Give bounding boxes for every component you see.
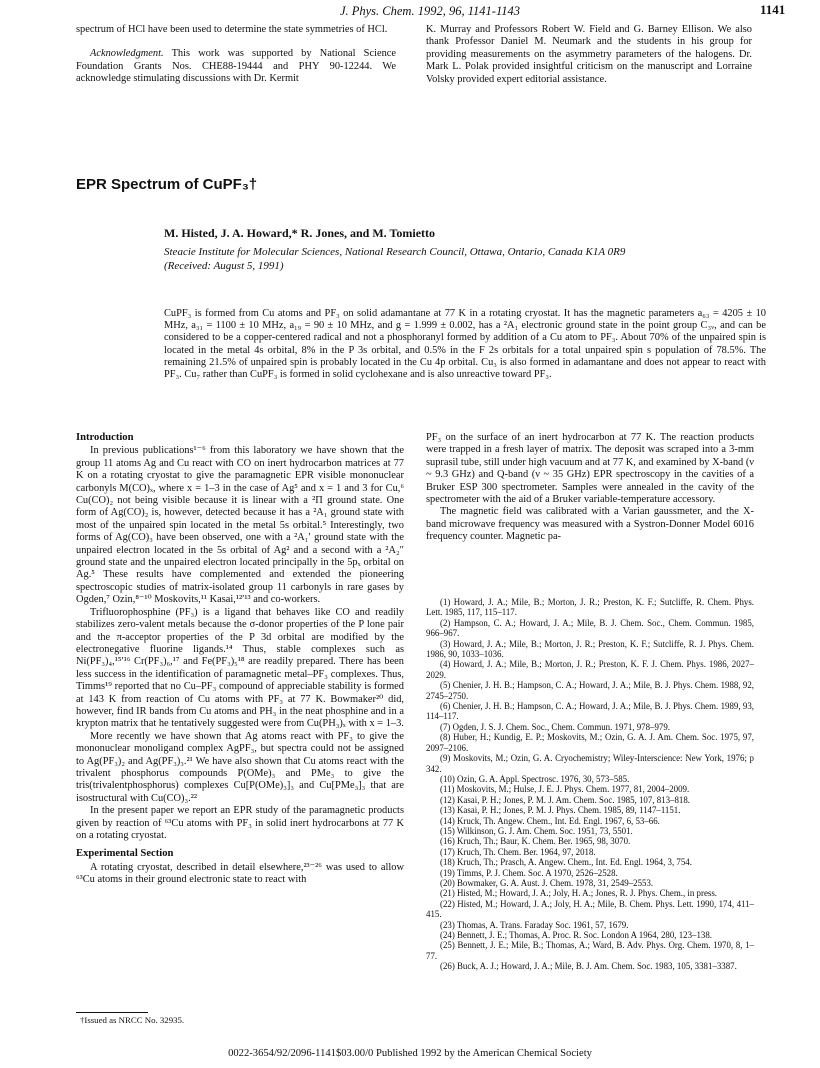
acknowledgment-paragraph: [76, 48, 396, 85]
reference-item: (22) Histed, M.; Howard, J. A.; Joly, H. A.; Mile, B. Chem. Phys. Lett. 1990, 174, 411–415.: [426, 898, 754, 920]
reference-item: (18) Kruch, Th.; Prasch, A. Angew. Chem., Int. Ed. Engl. 1964, 3, 754.: [440, 857, 692, 868]
reference-item: (1) Howard, J. A.; Mile, B.; Morton, J. R.; Preston, K. F.; Sutcliffe, R. Chem. Phys. Lett. 1985, 117, 115–117.: [426, 597, 754, 618]
reference-item: (24) Bennett, J. E.; Thomas, A. Proc. R. Soc. London A 1964, 280, 123–138.: [440, 930, 712, 940]
references-list: [426, 597, 754, 972]
reference-item: (6) Chenier, J. H. B.; Hampson, C. A.; Howard, J. A.; Mile, B. J. Phys. Chem. 1989, 93, 114–117.: [426, 701, 754, 722]
introduction-heading: Introduction: [76, 432, 134, 443]
reference-item: (20) Bowmaker, G. A. Aust. J. Chem. 1978, 31, 2549–2553.: [440, 877, 654, 888]
article-authors: M. Histed, J. A. Howard,* R. Jones, and M. Tomietto: [164, 226, 436, 240]
reference-item: (8) Huber, H.; Kundig, E. P.; Moskovits, M.; Ozin, G. A. J. Am. Chem. Soc. 1975, 97, 2097–2106.: [426, 732, 754, 753]
reference-item: (7) Ogden, J. S. J. Chem. Soc., Chem. Commun. 1971, 978–979.: [440, 721, 671, 732]
intro-paragraph-2: Trifluorophosphine (PF₃) is a ligand that behaves like CO and readily stabilizes zero-valent metals because the σ-donor properties of the P lone pair and the π-acceptor properties of the P 3d orbital are modified by the electronegative fluorine ligands.¹⁴ Thus, stable complexes such as Ni(PF₃)₄,¹⁵ʹ¹⁶ Cr(PF₃)₆,¹⁷ and Fe(PF₃)₅¹⁸ are readily prepared. There has been less success in the identification of paramagnetic metal–PF₃ complexes. Thus, Timms¹⁹ reported that no Cu–PF₃ compound of appreciable stability is formed at 143 K from reaction of Cu atoms with PF₃ at 77 K. Bowmaker²⁰ did, however, find IR bands from Cu atoms and PH₃ in the neat phosphine and in a krypton matrix that he tentatively suggested were from Cu(PH₃)ₓ with x = 1–3.: [76, 606, 404, 730]
experimental-paragraph-3: The magnetic field was calibrated with a Varian gaussmeter, and the X-band microwave frequency was measured with a Systron-Donner Model 6016 frequency counter. Magnetic pa-: [426, 506, 754, 543]
received-date: (Received: August 5, 1991): [164, 259, 284, 272]
prev-paragraph: spectrum of HCl have been used to determine the state symmetries of HCl.: [76, 24, 388, 35]
reference-item: (16) Kruch, Th.; Baur, K. Chem. Ber. 1965, 98, 3070.: [440, 836, 631, 847]
reference-item: (11) Moskovits, M.; Hulse, J. E. J. Phys. Chem. 1977, 81, 2004–2009.: [440, 784, 690, 795]
prev-article-left: [76, 24, 396, 86]
intro-paragraph-1: In previous publications¹⁻⁶ from this laboratory we have shown that the group 11 atoms Ag and Cu react with CO on inert hydrocarbon matrices at 77 K on a rotating cryostat to give the paramagnetic EPR visible mononuclear carbonyls M(CO)ₓ, where x = 1–3 in the case of Ag⁵ and x = 1 and 3 for Cu,⁶ Cu(CO)₂ not being visible because it is linear with a ²Π ground state. One form of Ag(CO)₂ is, however, detected because it has a ²A₁ ground state with most of the unpaired spin located in the metal 5s orbital.⁵ Interestingly, two forms of Ag(CO)₃ have been observed, one with a ²A₁′ ground state with the unpaired electron located in the 5s orbital of Ag² and a second with a ²A₂″ ground state and the unpaired electron located principally in the 5pₓ orbital on Ag.⁵ These results have complemented and extended the pioneering spectroscopic studies of matrix-isolated group 11 carbonyls in rare gases by Ogden,⁷ Ozin,⁸⁻¹⁰ Moskovits,¹¹ Kasai,¹²ʹ¹³ and co-workers.: [76, 445, 404, 606]
reference-item: (13) Kasai, P. H.; Jones, P. M. J. Phys. Chem. 1985, 89, 1147–1151.: [440, 805, 681, 816]
footnote: †Issued as NRCC No. 32935.: [80, 1015, 185, 1025]
reference-item: (5) Chenier, J. H. B.; Hampson, C. A.; Howard, J. A.; Mile, B. J. Phys. Chem. 1988, 92, 2745–2750.: [426, 680, 754, 701]
page-number: 1141: [760, 2, 786, 17]
reference-item: (15) Wilkinson, G. J. Am. Chem. Soc. 1951, 73, 5501.: [440, 825, 633, 836]
reference-item: (14) Kruck, Th. Angew. Chem., Int. Ed. Engl. 1967, 6, 53–66.: [440, 815, 660, 826]
intro-paragraph-3: More recently we have shown that Ag atoms react with PF₃ to give the mononuclear monoligand complex AgPF₃, but spectra could not be assigned to Ag(PF₃)₂ and Ag(PF₃)₃.²¹ We have also shown that Cu atoms react with the trivalent phosphorus compounds P(OMe)₃ and PMe₃ to give the tris(trivalentphosphorus) complexes Cu[P(OMe)₃]₃ and Cu[PMe₃]₃ that are isostructural with Cu(CO)₃.²²: [76, 730, 404, 804]
article-abstract: CuPF₃ is formed from Cu atoms and PF₃ on solid adamantane at 77 K in a rotating cryostat. It has the magnetic parameters a₆₃ = 4205 ± 10 MHz, a₃₁ = 1100 ± 10 MHz, a₁₉ = 90 ± 10 MHz, and g = 1.999 ± 0.002, has a ²A₁ electronic ground state in the point group C₃ᵥ, and can be considered to be a copper-centered radical and not a phosphoranyl formed by addition of a Cu atom to PF₃. About 70% of the unpaired spin is located in the metal 4s orbital, 8% in the P 3s orbital, and 0.5% in the F 2s orbitals for a total unpaired spin s population of 78.5%. The remaining 21.5% of unpaired spin is probably located in the Cu 4p orbital. Cu₃ is also formed in adamantane and does not appear to react with PF₃. Cu₇ rather than CuPF₃ is formed in solid cyclohexane and is also unreactive toward PF₃.: [164, 308, 766, 381]
reference-item: (9) Moskovits, M.; Ozin, G. A. Cryochemistry; Wiley-Interscience: New York, 1976; p 342.: [426, 753, 754, 774]
right-column: [426, 432, 754, 544]
experimental-paragraph-1: A rotating cryostat, described in detail elsewhere,²³⁻²⁶ was used to allow ⁶³Cu atoms in their ground electronic state to react with: [76, 861, 404, 886]
reference-item: (21) Histed, M.; Howard, J. A.; Joly, H. A.; Jones, R. J. Phys. Chem., in press.: [440, 888, 718, 899]
acknowledgment-label: Acknowledgment.: [90, 48, 164, 60]
reference-item: (4) Howard, J. A.; Mile, B.; Morton, J. R.; Preston, K. F. J. Chem. Phys. 1986, 2027–2029.: [426, 659, 754, 680]
reference-item: (23) Thomas, A. Trans. Faraday Soc. 1961, 57, 1679.: [440, 919, 629, 930]
reference-item: (12) Kasai, P. H.; Jones, P. M. J. Am. Chem. Soc. 1985, 107, 813–818.: [440, 794, 690, 805]
experimental-paragraph-2: PF₃ on the surface of an inert hydrocarbon at 77 K. The reaction products were trapped in a fresh layer of matrix. The deposit was scraped into a 3-mm suprasil tube, still under high vacuum and at 77 K, and examined by X-band (ν ~ 9.3 GHz) and Q-band (ν ~ 35 GHz) EPR spectroscopy in the cavities of a Bruker ESP 300 spectrometer. Samples were annealed in the cavity of the spectrometer with the aid of a Bruker variable-temperature accessory.: [426, 432, 754, 506]
experimental-heading: Experimental Section: [76, 848, 174, 860]
intro-paragraph-4: In the present paper we report an EPR study of the paramagnetic products given by reaction of ⁶³Cu atoms with PF₃ in solid inert hydrocarbons at 77 K on a rotating cryostat.: [76, 805, 404, 841]
prev-article-right-text: K. Murray and Professors Robert W. Field and G. Barney Ellison. We also thank Professor Daniel M. Neumark and the students in his group for providing measurements on the asymmetry parameters of the halogens. Dr. Mark L. Polak provided insightful criticism on the manuscript and Lorraine Volsky provided expert editorial assistance.: [426, 24, 752, 85]
reference-item: (25) Bennett, J. E.; Mile, B.; Thomas, A.; Ward, B. Adv. Phys. Org. Chem. 1970, 8, 1–77.: [426, 940, 754, 961]
affiliation-text: Steacie Institute for Molecular Sciences, National Research Council, Ottawa, Ontario, Canada K1A 0R9: [164, 246, 626, 258]
journal-header: J. Phys. Chem. 1992, 96, 1141-1143: [339, 4, 521, 18]
reference-item: (19) Timms, P. J. Chem. Soc. A 1970, 2526–2528.: [440, 867, 618, 878]
prev-article-right: [426, 24, 752, 86]
reference-item: (3) Howard, J. A.; Mile, B.; Morton, J. R.; Preston, K. F.; Sutcliffe, R. J. Phys. Chem. 1986, 90, 1033–1036.: [426, 638, 754, 660]
acknowledgment-text: This work was supported by National Science Foundation Grants Nos. CHE88-19444 and PHY 90-12244. We acknowledge stimulating discussions with Dr. Kermit: [76, 48, 396, 85]
article-title: EPR Spectrum of CuPF₃†: [76, 176, 258, 193]
copyright-footer: 0022-3654/92/2096-1141$03.00/0 Published 1992 by the American Chemical Society: [228, 1048, 592, 1059]
article-affiliation: [164, 246, 764, 273]
reference-item: (17) Kruch, Th. Chem. Ber. 1964, 97, 2018.: [440, 846, 596, 857]
footnote-rule: [76, 1012, 148, 1013]
reference-item: (10) Ozin, G. A. Appl. Spectrosc. 1976, 30, 573–585.: [440, 773, 630, 784]
reference-item: (26) Buck, A. J.; Howard, J. A.; Mile, B. J. Am. Chem. Soc. 1983, 105, 3381–3387.: [440, 961, 737, 972]
reference-item: (2) Hampson, C. A.; Howard, J. A.; Mile, B. J. Chem. Soc., Chem. Commun. 1985, 966–967.: [426, 617, 754, 639]
left-column: [76, 432, 404, 887]
